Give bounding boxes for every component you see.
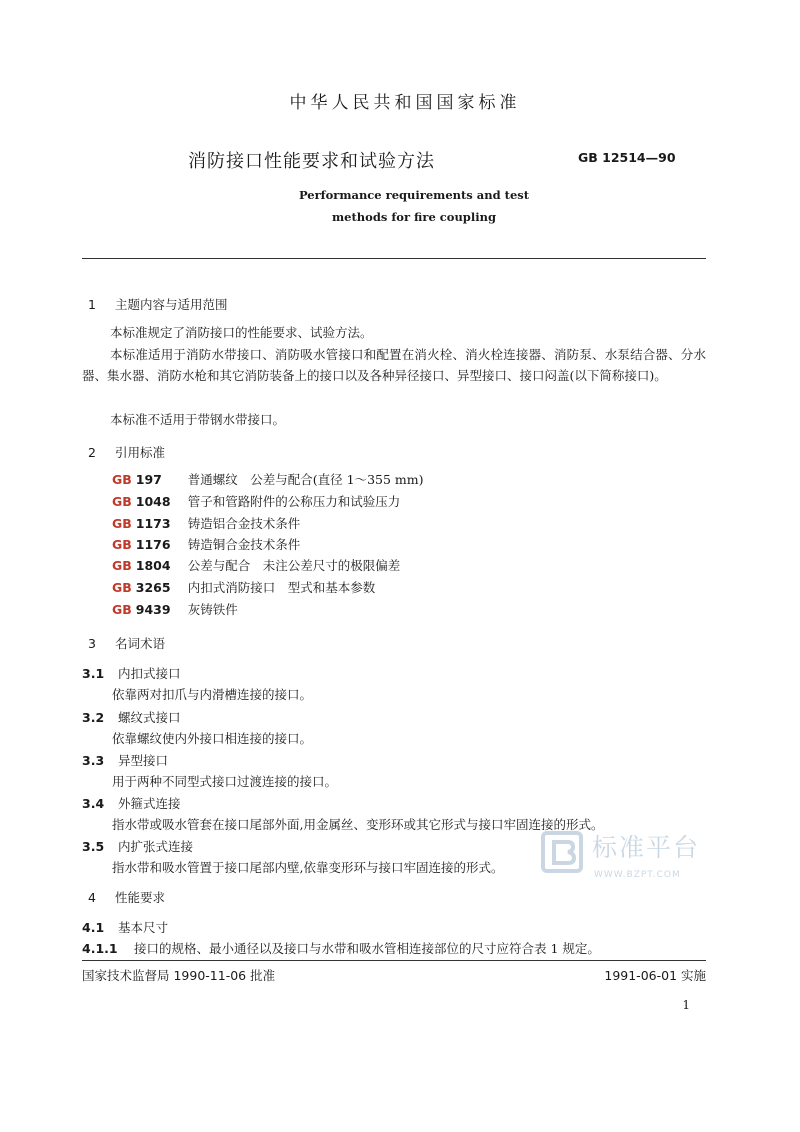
footer-rule	[82, 960, 706, 961]
ref-number: 1173	[135, 516, 171, 531]
term-number: 3.5	[82, 839, 105, 854]
ref-item	[112, 600, 238, 618]
ref-number: 3265	[135, 580, 171, 595]
term-name: 外箍式连接	[118, 796, 181, 811]
page-number: 1	[682, 998, 690, 1012]
section-number: 3	[88, 636, 96, 651]
section-title: 性能要求	[115, 890, 166, 905]
watermark-url: WWW.BZPT.COM	[594, 870, 681, 880]
term-description: 用于两种不同型式接口过渡连接的接口。	[112, 774, 338, 789]
ref-item	[112, 535, 300, 553]
ref-item	[112, 578, 375, 596]
section-2-heading	[88, 443, 165, 461]
term-heading	[82, 837, 193, 855]
ref-item	[112, 470, 424, 488]
standard-title-en-line2: methods for fire coupling	[332, 210, 496, 224]
watermark-logo-icon	[540, 830, 584, 874]
subsection-title: 基本尺寸	[118, 920, 169, 935]
subsection-text: 接口的规格、最小通径以及接口与水带和吸水管相连接部位的尺寸应符合表 1 规定。	[134, 941, 600, 956]
ref-title: 管子和管路附件的公称压力和试验压力	[187, 494, 401, 509]
ref-item	[112, 492, 400, 510]
subsection-4-1-heading	[82, 918, 168, 936]
ref-number: 1176	[135, 537, 171, 552]
term-description: 指水带或吸水管套在接口尾部外面,用金属丝、变形环或其它形式与接口牢固连接的形式。	[112, 817, 604, 832]
ref-item	[112, 556, 400, 574]
term-name: 内扩张式连接	[118, 839, 194, 854]
section-3-heading	[88, 634, 165, 652]
term-description: 依靠螺纹使内外接口相连接的接口。	[112, 731, 313, 746]
subsection-4-1-1	[82, 939, 600, 957]
term-number: 3.3	[82, 753, 105, 768]
ref-number: 197	[135, 472, 162, 487]
ref-prefix: GB	[112, 602, 132, 617]
approval-date: 国家技术监督局 1990-11-06 批准	[82, 968, 276, 983]
term-name: 螺纹式接口	[118, 710, 181, 725]
ref-number: 1804	[135, 558, 171, 573]
term-name: 内扣式接口	[118, 666, 181, 681]
ref-title: 铸造铜合金技术条件	[187, 537, 301, 552]
section-number: 1	[88, 297, 96, 312]
term-number: 3.2	[82, 710, 105, 725]
term-description: 依靠两对扣爪与内滑槽连接的接口。	[112, 687, 313, 702]
term-description: 指水带和吸水管置于接口尾部内壁,依靠变形环与接口牢固连接的形式。	[112, 860, 504, 875]
term-number: 3.1	[82, 666, 105, 681]
watermark-text: 标准平台	[592, 833, 701, 862]
term-heading	[82, 708, 181, 726]
standard-title-en-line1: Performance requirements and test	[298, 188, 530, 202]
term-name: 异型接口	[118, 753, 169, 768]
section-1-para-1: 本标准规定了消防接口的性能要求、试验方法。	[110, 325, 373, 340]
ref-item	[112, 514, 300, 532]
ref-prefix: GB	[112, 472, 132, 487]
nation-standard-heading: 中华人民共和国国家标准	[289, 93, 521, 113]
section-number: 2	[88, 445, 96, 460]
ref-prefix: GB	[112, 537, 132, 552]
section-1-para-3: 本标准不适用于带钢水带接口。	[110, 412, 286, 427]
subsection-number: 4.1.1	[82, 941, 118, 956]
ref-title: 普通螺纹 公差与配合(直径 1～355 mm)	[187, 472, 424, 487]
section-title: 主题内容与适用范围	[115, 297, 228, 312]
effective-date: 1991-06-01 实施	[604, 968, 706, 983]
term-heading	[82, 794, 181, 812]
section-1-para-2: 本标准适用于消防水带接口、消防吸水管接口和配置在消火栓、消火栓连接器、消防泵、水泵结合器、分水器、集水器、消防水枪和其它消防装备上的接口以及各种异径接口、异型接口、接口闷盖(以下简称接口)。	[82, 347, 706, 383]
section-1-heading	[88, 295, 228, 313]
watermark	[540, 826, 730, 886]
term-heading	[82, 751, 168, 769]
section-number: 4	[88, 890, 96, 905]
ref-prefix: GB	[112, 580, 132, 595]
section-4-heading	[88, 888, 165, 906]
ref-title: 灰铸铁件	[187, 602, 238, 617]
subsection-number: 4.1	[82, 920, 105, 935]
standard-code: GB 12514—90	[578, 150, 676, 165]
section-title: 名词术语	[115, 636, 166, 651]
ref-title: 内扣式消防接口 型式和基本参数	[187, 580, 376, 595]
term-heading	[82, 664, 181, 682]
ref-prefix: GB	[112, 558, 132, 573]
standard-title-en	[0, 184, 800, 228]
header-rule	[82, 258, 706, 259]
ref-prefix: GB	[112, 494, 132, 509]
section-title: 引用标准	[115, 445, 166, 460]
term-number: 3.4	[82, 796, 105, 811]
ref-number: 9439	[135, 602, 171, 617]
ref-title: 铸造铝合金技术条件	[187, 516, 301, 531]
ref-number: 1048	[135, 494, 171, 509]
ref-prefix: GB	[112, 516, 132, 531]
standard-title-cn: 消防接口性能要求和试验方法	[188, 151, 435, 172]
ref-title: 公差与配合 未注公差尺寸的极限偏差	[187, 558, 401, 573]
